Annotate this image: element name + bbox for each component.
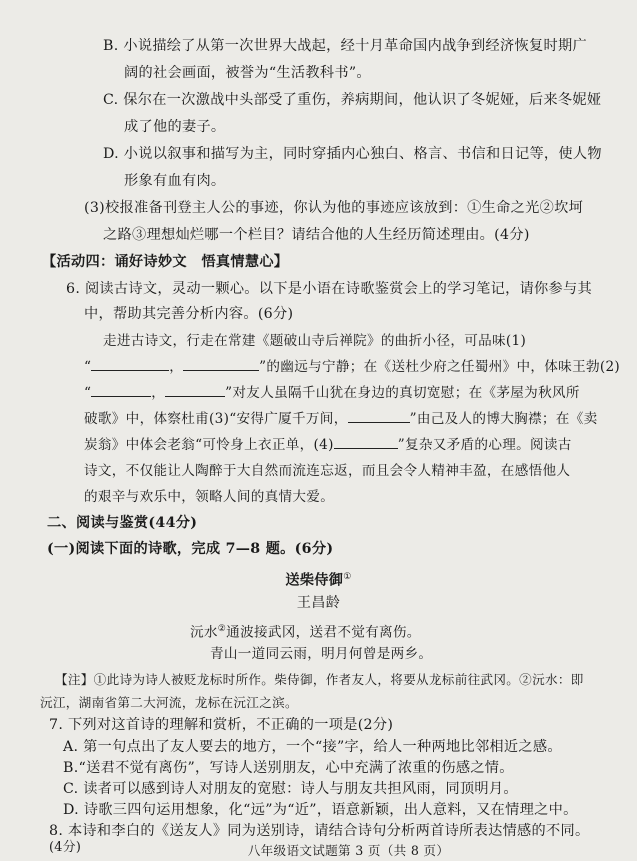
poem-note-line1: 【注】①此诗为诗人被贬龙标时所作。柴侍御，作者友人，将要从龙标前往武冈。②沅水：即 (55, 672, 584, 687)
poem-author: 王昌龄 (296, 595, 341, 611)
note-paragraph-line2: “ ， ”的幽远与宁静；在《送杜少府之任蜀州》中，体味王勃(2) (84, 356, 620, 378)
question-8: 8. 本诗和李白的《送友人》同为送别诗，请结合诗句分析两首诗所表达情感的不同。 (49, 823, 590, 839)
note-paragraph-line1: 走进古诗文，行走在常建《题破山寺后禅院》的曲折小径，可品味(1) (103, 333, 527, 349)
question-7: 7. 下列对这首诗的理解和赏析，不正确的一项是(2分) (49, 717, 394, 733)
page-footer: 八年级语文试题第 3 页（共 8 页） (247, 843, 450, 858)
question-6-line1: 6. 阅读古诗文，灵动一颗心。以下是小语在诗歌鉴赏会上的学习笔记，请你参与其 (66, 281, 593, 297)
option-b-line1: B. 小说描绘了从第一次世界大战起，经十月革命国内战争到经济恢复时期广 (103, 38, 587, 54)
note-paragraph-line3: “ ， ”对友人虽隔千山犹在身边的真切宽慰；在《茅屋为秋风所 (84, 382, 580, 404)
question-7-option-b: B.“送君不觉有离伤”，写诗人送别朋友，心中充满了浓重的伤感之情。 (63, 760, 514, 776)
option-d-line2: 形象有血有肉。 (124, 173, 226, 189)
question-6-line2: 中，帮助其完善分析内容。(6分) (84, 306, 294, 322)
question-3-line1: (3)校报准备刊登主人公的事迹，你认为他的事迹应该放到：①生命之光②坎坷 (84, 200, 584, 216)
option-c-line1: C. 保尔在一次激战中头部受了重伤，养病期间，他认识了冬妮娅，后来冬妮娅 (103, 92, 602, 108)
option-c-line2: 成了他的妻子。 (124, 119, 226, 135)
note-paragraph-line4: 破歌》中，体察杜甫(3)“安得广厦千万间， ”由己及人的博大胸襟；在《卖 (84, 408, 597, 430)
option-b-line2: 阔的社会画面，被誉为“生活教科书”。 (124, 65, 371, 81)
subsection-1-heading: (一)阅读下面的诗歌，完成 7—8 题。(6分) (47, 541, 334, 557)
question-3-line2: 之路③理想灿烂哪一个栏目？请结合他的人生经历简述理由。(4分) (103, 227, 530, 243)
option-d-line1: D. 小说以叙事和描写为主，同时穿插内心独白、格言、书信和日记等，使人物 (103, 146, 602, 162)
question-7-option-a: A. 第一句点出了友人要去的地方，一个“接”字，给人一种两地比邻相近之感。 (63, 739, 562, 755)
poem-note-line2: 沅江，湖南省第二大河流，龙标在沅江之滨。 (40, 695, 298, 710)
section-2-heading: 二、阅读与鉴赏(44分) (47, 515, 198, 531)
question-7-option-c: C. 读者可以感到诗人对朋友的宽慰：诗人与朋友共担风雨，同顶明月。 (63, 781, 518, 797)
note-paragraph-line7: 的艰辛与欢乐中，领略人间的真情大爱。 (84, 489, 335, 505)
question-7-option-d: D. 诗歌三四句运用想象，化“远”为“近”，语意新颖，出人意料，又在情理之中。 (63, 802, 578, 818)
note-paragraph-line6: 诗文，不仅能让人陶醉于大自然而流连忘返，而且会令人精神丰盈，在感悟他人 (84, 463, 571, 479)
poem-title: 送柴侍御① (285, 572, 352, 589)
poem-line-2: 青山一道同云雨，明月何曾是两乡。 (210, 646, 433, 662)
poem-line-1: 沅水②通波接武冈，送君不觉有离伤。 (190, 624, 421, 641)
question-8-points: (4分) (49, 840, 82, 855)
activity-4-heading: 【活动四：诵好诗妙文 悟真情慧心】 (42, 254, 289, 270)
note-paragraph-line5: 炭翁》中体会老翁“可怜身上衣正单，(4) ”复杂又矛盾的心理。阅读古 (84, 434, 572, 456)
